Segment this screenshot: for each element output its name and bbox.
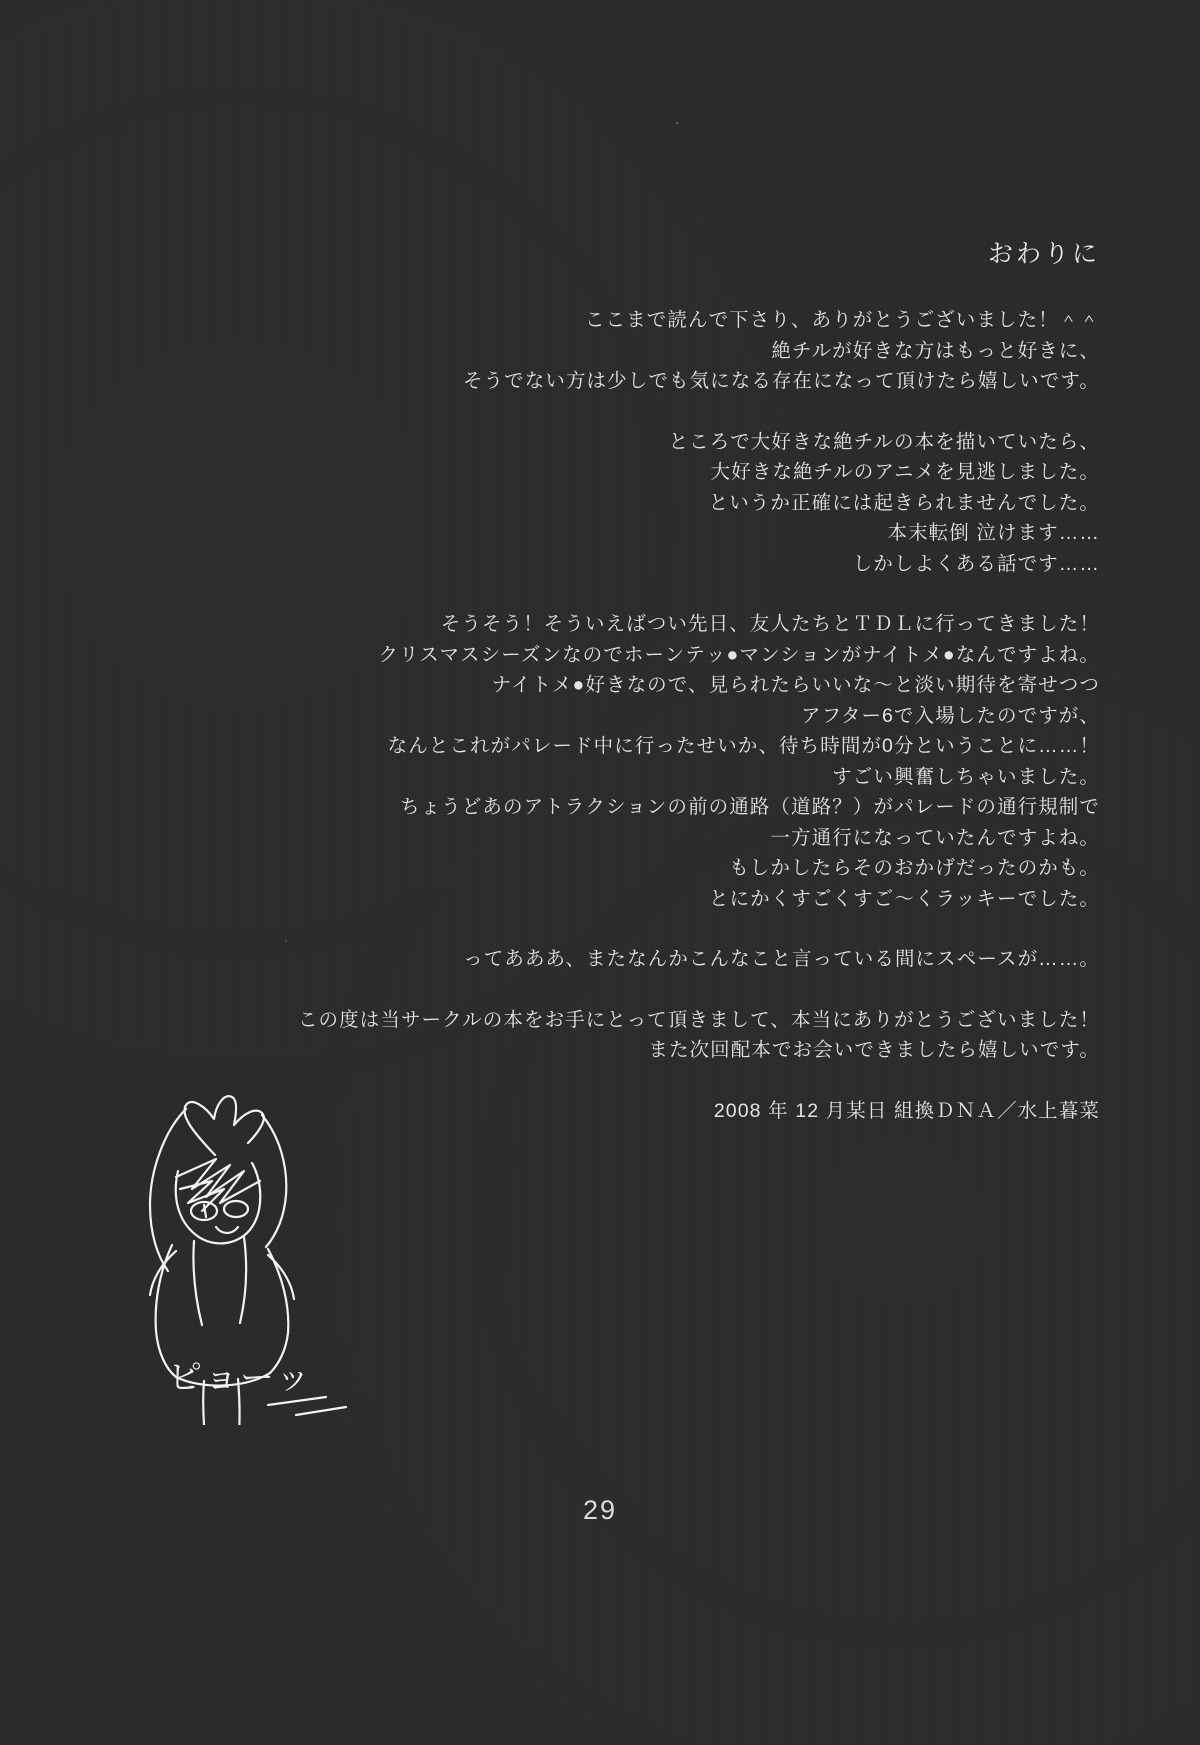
- signature-line: [260, 1096, 1100, 1127]
- text-line: そうそう！そういえばつい先日、友人たちとＴＤＬに行ってきました！: [440, 613, 1100, 635]
- afterword-title: おわりに: [987, 240, 1100, 268]
- afterword-body: [260, 305, 1100, 1126]
- page-number: 29: [582, 1495, 618, 1525]
- text-line: なんとこれがパレード中に行ったせいか、待ち時間が0分ということに……！: [387, 735, 1100, 757]
- text-line: 絶チルが好きな方はもっと好きに、: [771, 339, 1100, 362]
- text-line: すごい興奮しちゃいました。: [832, 765, 1100, 788]
- text-line: クリスマスシーズンなのでホーンテッ●マンションがナイトメ●なんですよね。: [378, 643, 1100, 666]
- text-line: ってあああ、またなんかこんなこと言っている間にスペースが……。: [463, 948, 1100, 970]
- text-line: 本末転倒 泣けます……: [887, 522, 1100, 544]
- text-line: ナイトメ●好きなので、見られたらいいな〜と淡い期待を寄せつつ: [491, 674, 1100, 696]
- text-line: ここまで読んで下さり、ありがとうございました！＾＾: [584, 309, 1100, 331]
- text-line: 大好きな絶チルのアニメを見逃しました。: [710, 461, 1100, 483]
- paragraph: [260, 609, 1100, 914]
- paragraph: [260, 305, 1100, 397]
- doodle-caption: ピョーッ: [168, 1359, 312, 1397]
- paragraph: [260, 1005, 1100, 1066]
- text-line: とにかくすごくすご〜くラッキーでした。: [708, 887, 1100, 910]
- text-line: アフター6で入場したのですが、: [801, 704, 1100, 727]
- text-line: そうでない方は少しでも気になる存在になって頂けたら嬉しいです。: [462, 370, 1100, 392]
- paragraph: [260, 427, 1100, 580]
- text-line: また次回配本でお会いできましたら嬉しいです。: [648, 1039, 1100, 1061]
- text-line: 一方通行になっていたんですよね。: [770, 826, 1100, 849]
- dust-speck: [676, 122, 678, 124]
- text-line: ちょうどあのアトラクションの前の通路（道路？）がパレードの通行規制で: [399, 796, 1100, 818]
- text-line: ところで大好きな絶チルの本を描いていたら、: [668, 430, 1100, 453]
- text-line: この度は当サークルの本をお手にとって頂きまして、本当にありがとうございました！: [297, 1008, 1100, 1031]
- text-line: というか正確には起きられませんでした。: [708, 491, 1100, 514]
- paragraph: [260, 944, 1100, 975]
- signature-text: 2008 年 12 月某日 組換ＤＮＡ／水上暮菜: [713, 1099, 1100, 1122]
- text-line: もしかしたらそのおかげだったのかも。: [729, 857, 1100, 879]
- text-line: しかしよくある話です……: [852, 552, 1100, 575]
